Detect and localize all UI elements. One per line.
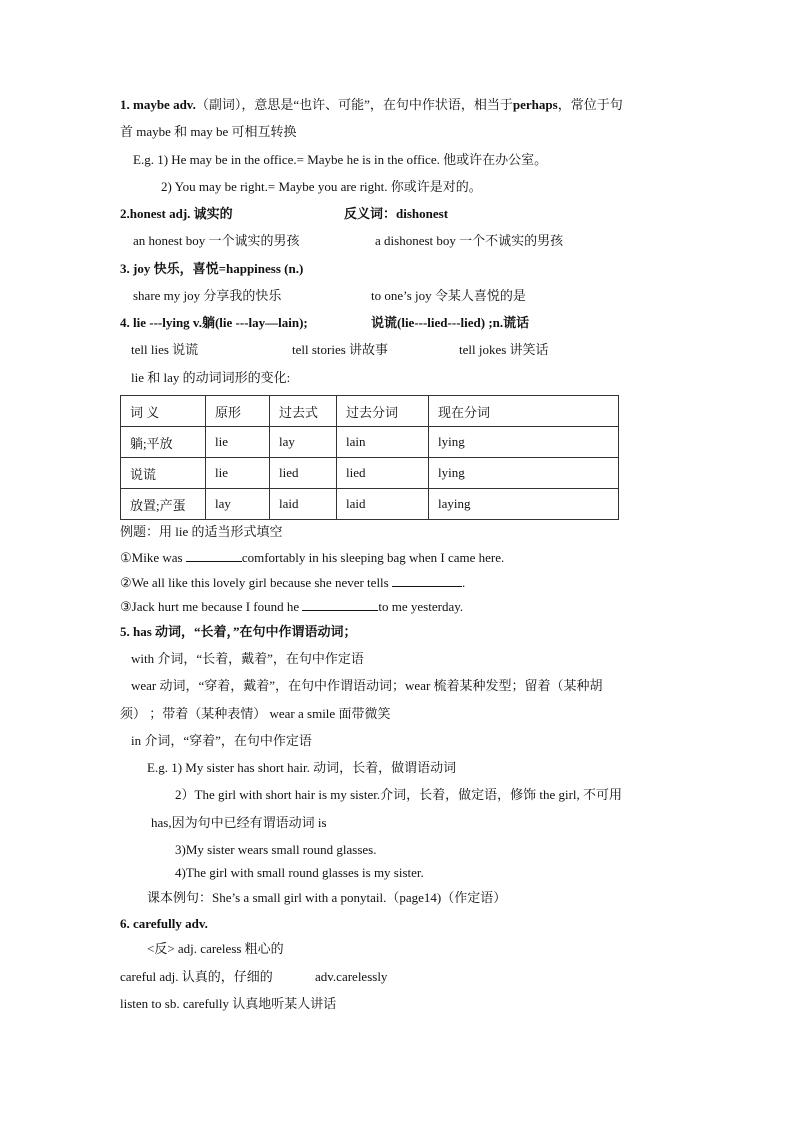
section-1-tail: ，常位于句 xyxy=(557,97,623,112)
table-header-row xyxy=(121,396,619,427)
section-1-example-2: 2) You may be right.= Maybe you are right. 你或许是对的。 xyxy=(161,179,482,194)
question-3-before: ③Jack hurt me because I found he xyxy=(120,599,303,614)
answer-blank[interactable] xyxy=(392,574,462,587)
section-5-textbook-example: 课本例句：She’s a small girl with a ponytail.（page14)（作定语） xyxy=(147,890,507,905)
section-2-example-left: an honest boy 一个诚实的男孩 xyxy=(133,233,300,248)
question-1-before: ①Mike was xyxy=(120,550,186,565)
table-cell: lay xyxy=(206,489,270,520)
table-header-cell: 过去分词 xyxy=(337,396,429,427)
section-2-antonym: 反义词：dishonest xyxy=(344,206,449,221)
table-cell: laying xyxy=(429,489,619,520)
table-cell: 躺;平放 xyxy=(121,427,206,458)
table-cell: lie xyxy=(206,427,270,458)
table-cell: laid xyxy=(337,489,429,520)
section-3-heading: 3. joy 快乐，喜悦=happiness (n.) xyxy=(120,261,304,276)
section-5-example-3: 3)My sister wears small round glasses. xyxy=(175,842,377,857)
table-row xyxy=(121,489,619,520)
section-5-example-2: 2）The girl with short hair is my sister.介词，长着，做定语，修饰 the girl, 不可用 xyxy=(175,787,623,802)
section-3-example-left: share my joy 分享我的快乐 xyxy=(133,288,282,303)
table-cell: lay xyxy=(270,427,337,458)
table-cell: lying xyxy=(429,427,619,458)
section-5-example-2-cont: has,因为句中已经有谓语动词 is xyxy=(151,815,327,830)
question-2-before: ②We all like this lovely girl because she never tells xyxy=(120,575,392,590)
exercise-question-3 xyxy=(120,598,463,615)
section-1-heading: 1. maybe adv. xyxy=(120,97,196,112)
section-6-line-2-right: adv.carelessly xyxy=(315,969,388,984)
section-6-heading: 6. carefully adv. xyxy=(120,916,208,931)
question-3-after: to me yesterday. xyxy=(378,599,464,614)
exercise-question-1 xyxy=(120,549,504,566)
section-6-line-2-left: careful adj. 认真的，仔细的 xyxy=(120,969,273,984)
table-cell: lain xyxy=(337,427,429,458)
section-2-example-right: a dishonest boy 一个不诚实的男孩 xyxy=(375,233,564,248)
section-1-keyword: perhaps xyxy=(512,97,558,112)
table-header-cell: 过去式 xyxy=(270,396,337,427)
exercise-title: 例题：用 lie 的适当形式填空 xyxy=(120,524,283,539)
section-1-text: （副词），意思是“也许、可能”，在句中作状语，相当于 xyxy=(195,97,513,112)
section-5-line-4: in 介词，“穿着”，在句中作定语 xyxy=(131,733,312,748)
question-2-after: . xyxy=(461,575,466,590)
table-cell: lied xyxy=(270,458,337,489)
table-cell: lied xyxy=(337,458,429,489)
table-cell: 说谎 xyxy=(121,458,206,489)
table-cell: 放置;产蛋 xyxy=(121,489,206,520)
table-cell: lie xyxy=(206,458,270,489)
section-2-heading: 2.honest adj. 诚实的 xyxy=(120,206,233,221)
section-4-heading-left: 4. lie ---lying v.躺(lie ---lay—lain); xyxy=(120,315,308,330)
table-row xyxy=(121,427,619,458)
table-cell: lying xyxy=(429,458,619,489)
section-4-example-3: tell jokes 讲笑话 xyxy=(459,342,549,357)
section-5-line-1: with 介词，“长着，戴着”，在句中作定语 xyxy=(131,651,364,666)
answer-blank[interactable] xyxy=(302,598,378,611)
section-4-example-2: tell stories 讲故事 xyxy=(292,342,389,357)
section-5-example-1: E.g. 1) My sister has short hair. 动词，长着，做谓语动词 xyxy=(147,760,457,775)
section-5-line-3: 须） ；带着（某种表情） wear a smile 面带微笑 xyxy=(120,706,391,721)
table-header-cell: 词 义 xyxy=(121,396,206,427)
section-4-heading-right: 说谎(lie---lied---lied) ;n.谎话 xyxy=(371,315,530,330)
table-row xyxy=(121,458,619,489)
section-5-line-2: wear 动词，“穿着，戴着”，在句中作谓语动词；wear 梳着某种发型；留着（某种胡 xyxy=(131,678,603,693)
verb-forms-table xyxy=(120,395,619,520)
question-1-after: comfortably in his sleeping bag when I came here. xyxy=(241,550,505,565)
section-6-line-1: <反> adj. careless 粗心的 xyxy=(147,941,284,956)
exercise-question-2 xyxy=(120,574,465,591)
table-cell: laid xyxy=(270,489,337,520)
section-4-example-1: tell lies 说谎 xyxy=(131,342,199,357)
section-3-example-right: to one’s joy 令某人喜悦的是 xyxy=(371,288,526,303)
table-header-cell: 现在分词 xyxy=(429,396,619,427)
section-4-table-intro: lie 和 lay 的动词词形的变化: xyxy=(131,370,291,385)
section-1-line-1 xyxy=(120,97,623,113)
section-1-line-2: 首 maybe 和 may be 可相互转换 xyxy=(120,124,297,139)
section-6-line-3: listen to sb. carefully 认真地听某人讲话 xyxy=(120,996,337,1011)
section-5-example-4: 4)The girl with small round glasses is my sister. xyxy=(175,865,424,880)
answer-blank[interactable] xyxy=(186,549,242,562)
section-1-example-1: E.g. 1) He may be in the office.= Maybe he is in the office. 他或许在办公室。 xyxy=(133,152,548,167)
section-5-heading: 5. has 动词，“长着，”在句中作谓语动词； xyxy=(120,624,357,639)
table-header-cell: 原形 xyxy=(206,396,270,427)
